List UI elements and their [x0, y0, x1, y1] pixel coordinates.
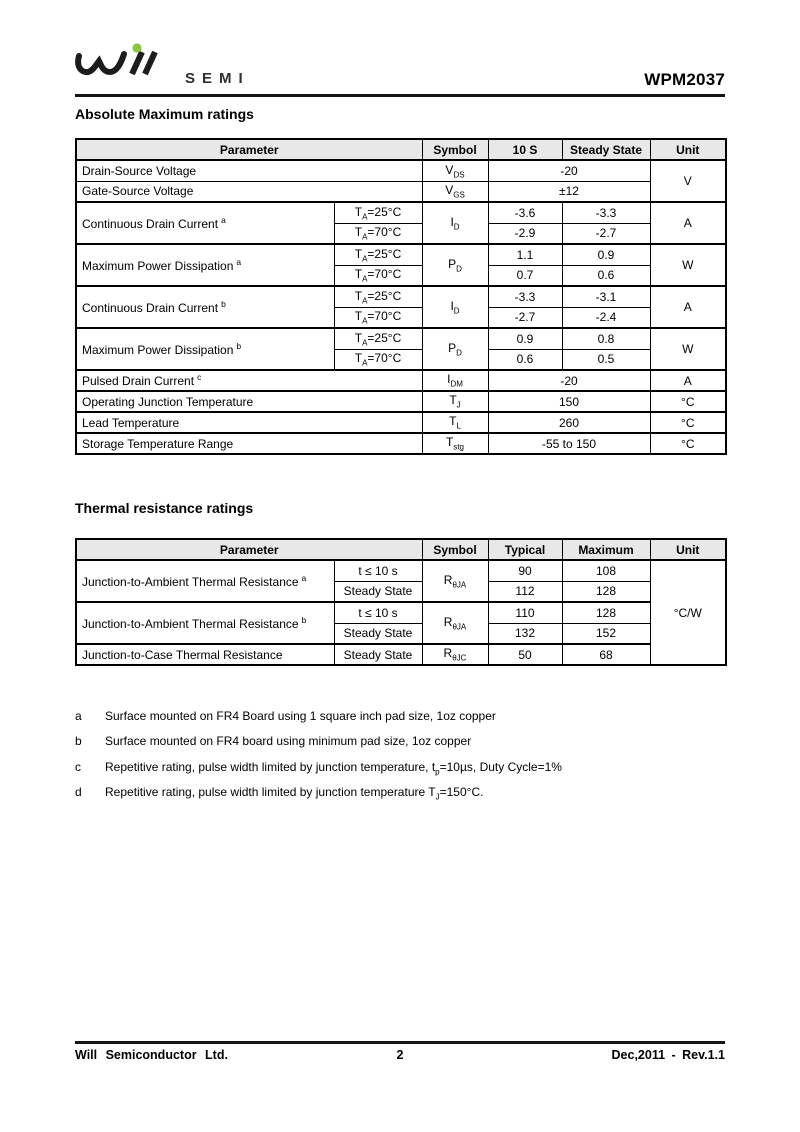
row-id-a-25 — [76, 202, 726, 223]
value-cell: 112 — [488, 581, 562, 602]
symbol-subscript: DM — [450, 379, 463, 389]
footnote-ref: b — [301, 614, 307, 625]
symbol-base: I — [447, 372, 451, 387]
param-cell: Continuous Drain Current $^a$ — [76, 202, 334, 244]
value-cell: -2.4 — [562, 307, 650, 328]
symbol-base: R — [443, 614, 453, 629]
footnote-text: Repetitive rating, pulse width limited by junction temperature, $t_p=10\mu s$, Duty Cycle=1% — [105, 759, 562, 777]
row-id-b-25 — [76, 286, 726, 307]
symbol-base: I — [450, 214, 454, 229]
will-logo-mark-icon — [75, 43, 177, 90]
value-cell: 90 — [488, 560, 562, 581]
col-symbol: Symbol — [422, 539, 488, 560]
symbol-base: P — [448, 256, 457, 271]
condition-cell: $T_A=25^\circ C$ — [334, 244, 422, 265]
col-parameter: Parameter — [76, 539, 422, 560]
symbol-subscript: D — [456, 348, 462, 358]
row-tstg — [76, 433, 726, 454]
symbol-base: I — [450, 298, 454, 313]
thermal-section-title: Thermal resistance ratings — [75, 500, 254, 516]
value-cell: 128 — [562, 581, 650, 602]
value-cell: 68 — [562, 644, 650, 665]
param-cell: Gate-Source Voltage — [76, 181, 422, 202]
symbol-subscript: L — [456, 421, 461, 431]
condition-cell: $T_A=25^\circ C$ — [334, 328, 422, 349]
footnote-b — [75, 735, 725, 752]
symbol-subscript: stg — [453, 442, 464, 452]
value-cell: -2.7 — [488, 307, 562, 328]
symbol-base: V — [445, 183, 454, 198]
value-cell: 0.6 — [488, 349, 562, 370]
footer-revision: Dec,2011 - Rev.1.1 — [611, 1048, 725, 1062]
footnote-ref: b — [221, 298, 226, 309]
value-cell: 0.5 — [562, 349, 650, 370]
footnote-a — [75, 710, 725, 727]
value-cell: 110 — [488, 602, 562, 623]
symbol-cell — [422, 412, 488, 433]
symbol-subscript: DS — [453, 169, 465, 179]
col-symbol: Symbol — [422, 139, 488, 160]
symbol-subscript: J — [456, 400, 461, 410]
condition-cell: $T_A=70^\circ C$ — [334, 349, 422, 370]
col-unit: Unit — [650, 539, 726, 560]
condition-cell: $T_A=70^\circ C$ — [334, 223, 422, 244]
value-cell: 0.7 — [488, 265, 562, 286]
value-cell: 108 — [562, 560, 650, 581]
thermal-table — [75, 538, 727, 666]
col-steady-state: Steady State — [562, 139, 650, 160]
footnote-key: d — [75, 785, 82, 800]
footnote-text: Surface mounted on FR4 Board using 1 square inch pad size, 1oz copper — [105, 709, 496, 723]
symbol-subscript: GS — [453, 190, 465, 200]
unit-cell: W — [650, 244, 726, 286]
row-tj — [76, 391, 726, 412]
unit-cell: °C — [650, 412, 726, 433]
part-number: WPM2037 — [644, 70, 725, 89]
symbol-subscript: D — [453, 222, 460, 232]
condition-cell: $T_A=25^\circ C$ — [334, 202, 422, 223]
value-cell: -20 — [488, 370, 650, 391]
symbol-base: T — [449, 393, 457, 408]
symbol-cell — [422, 370, 488, 391]
symbol-cell — [422, 202, 488, 244]
param-cell: Storage Temperature Range — [76, 433, 422, 454]
value-cell: 150 — [488, 391, 650, 412]
symbol-base: P — [448, 340, 457, 355]
value-cell: 152 — [562, 623, 650, 644]
symbol-base: T — [449, 414, 457, 429]
symbol-cell — [422, 602, 488, 644]
condition-cell: $T_A=70^\circ C$ — [334, 265, 422, 286]
unit-cell: °C/W — [650, 560, 726, 665]
symbol-cell — [422, 286, 488, 328]
value-cell: 0.9 — [488, 328, 562, 349]
condition-cell: Steady State — [334, 581, 422, 602]
param-cell: Junction-to-Ambient Thermal Resistance $^b$ — [76, 602, 334, 644]
symbol-base: T — [445, 435, 454, 450]
col-typical: Typical — [488, 539, 562, 560]
will-semi-logo — [75, 43, 250, 90]
symbol-base: R — [443, 646, 453, 661]
footnote-ref: a — [221, 214, 226, 225]
col-parameter: Parameter — [76, 139, 422, 160]
footnote-c — [75, 761, 725, 778]
footnote-key: b — [75, 734, 82, 749]
footer-company: Will Semiconductor Ltd. — [75, 1048, 228, 1062]
symbol-cell — [422, 328, 488, 370]
abs-max-table — [75, 138, 727, 455]
symbol-subscript: θJC — [452, 653, 467, 663]
param-cell: Continuous Drain Current $^b$ — [76, 286, 334, 328]
value-cell: 0.6 — [562, 265, 650, 286]
symbol-subscript: D — [456, 264, 462, 274]
row-pd-a-25 — [76, 244, 726, 265]
unit-cell: A — [650, 202, 726, 244]
symbol-cell — [422, 244, 488, 286]
page-header — [75, 45, 725, 97]
param-cell: Lead Temperature — [76, 412, 422, 433]
value-cell: 260 — [488, 412, 650, 433]
footnote-ref: a — [236, 256, 242, 267]
abs-max-header-row — [76, 139, 726, 160]
unit-cell: °C — [650, 391, 726, 412]
param-cell: Pulsed Drain Current $^c$ — [76, 370, 422, 391]
value-cell: 132 — [488, 623, 562, 644]
unit-cell: °C — [650, 433, 726, 454]
footnote-text: Repetitive rating, pulse width limited by junction temperature $T_J=150^\circ C$. — [105, 785, 484, 802]
value-cell: 0.9 — [562, 244, 650, 265]
symbol-cell — [422, 644, 488, 665]
value-cell: -2.9 — [488, 223, 562, 244]
param-cell: Junction-to-Ambient Thermal Resistance $^a$ — [76, 560, 334, 602]
symbol-cell — [422, 391, 488, 412]
row-tl — [76, 412, 726, 433]
condition-cell: $T_A=70^\circ C$ — [334, 307, 422, 328]
footnote-ref: c — [197, 372, 202, 382]
value-cell: 50 — [488, 644, 562, 665]
footnote-key: a — [75, 709, 82, 723]
unit-cell: A — [650, 286, 726, 328]
symbol-subscript: θJA — [452, 580, 467, 590]
value-cell: -3.3 — [488, 286, 562, 307]
symbol-base: R — [443, 572, 453, 587]
logo-semi-text: SEMI — [185, 70, 250, 87]
page-footer — [75, 1041, 725, 1062]
param-cell: Maximum Power Dissipation $^a$ — [76, 244, 334, 286]
value-cell: -3.6 — [488, 202, 562, 223]
row-vgs — [76, 181, 726, 202]
value-cell: 1.1 — [488, 244, 562, 265]
symbol-subscript: D — [453, 306, 460, 316]
value-cell: -3.3 — [562, 202, 650, 223]
value-cell: -20 — [488, 160, 650, 181]
thermal-header-row — [76, 539, 726, 560]
value-cell: -55 to 150 — [488, 433, 650, 454]
footnote-key: c — [75, 759, 81, 774]
footnote-d — [75, 786, 725, 803]
condition-cell: Steady State — [334, 623, 422, 644]
param-cell: Maximum Power Dissipation $^b$ — [76, 328, 334, 370]
value-cell: -2.7 — [562, 223, 650, 244]
value-cell: 128 — [562, 602, 650, 623]
row-rja-a-t10 — [76, 560, 726, 581]
symbol-subscript: θJA — [452, 622, 467, 632]
symbol-cell — [422, 433, 488, 454]
footnote-ref: b — [236, 340, 242, 351]
symbol-cell — [422, 560, 488, 602]
col-10s: 10 S — [488, 139, 562, 160]
value-cell: ±12 — [488, 181, 650, 202]
symbol-base: V — [445, 162, 454, 177]
footnote-text: Surface mounted on FR4 board using minimum pad size, 1oz copper — [105, 734, 472, 749]
row-rja-b-t10 — [76, 602, 726, 623]
unit-cell: V — [650, 160, 726, 202]
col-maximum: Maximum — [562, 539, 650, 560]
condition-cell: $T_A=25^\circ C$ — [334, 286, 422, 307]
condition-cell: t ≤ 10 s — [334, 602, 422, 623]
symbol-cell — [422, 160, 488, 181]
param-cell: Drain-Source Voltage — [76, 160, 422, 181]
unit-cell: W — [650, 328, 726, 370]
page-number: 2 — [396, 1048, 404, 1062]
footnotes — [75, 710, 725, 804]
value-cell: -3.1 — [562, 286, 650, 307]
abs-max-section-title: Absolute Maximum ratings — [75, 106, 254, 122]
symbol-cell — [422, 181, 488, 202]
unit-cell: A — [650, 370, 726, 391]
col-unit: Unit — [650, 139, 726, 160]
row-vds — [76, 160, 726, 181]
footnote-ref: a — [301, 572, 307, 583]
value-cell: 0.8 — [562, 328, 650, 349]
condition-cell: t ≤ 10 s — [334, 560, 422, 581]
row-rjc — [76, 644, 726, 665]
row-idm — [76, 370, 726, 391]
condition-cell: Steady State — [334, 644, 422, 665]
param-cell: Operating Junction Temperature — [76, 391, 422, 412]
row-pd-b-25 — [76, 328, 726, 349]
param-cell: Junction-to-Case Thermal Resistance — [76, 644, 334, 665]
